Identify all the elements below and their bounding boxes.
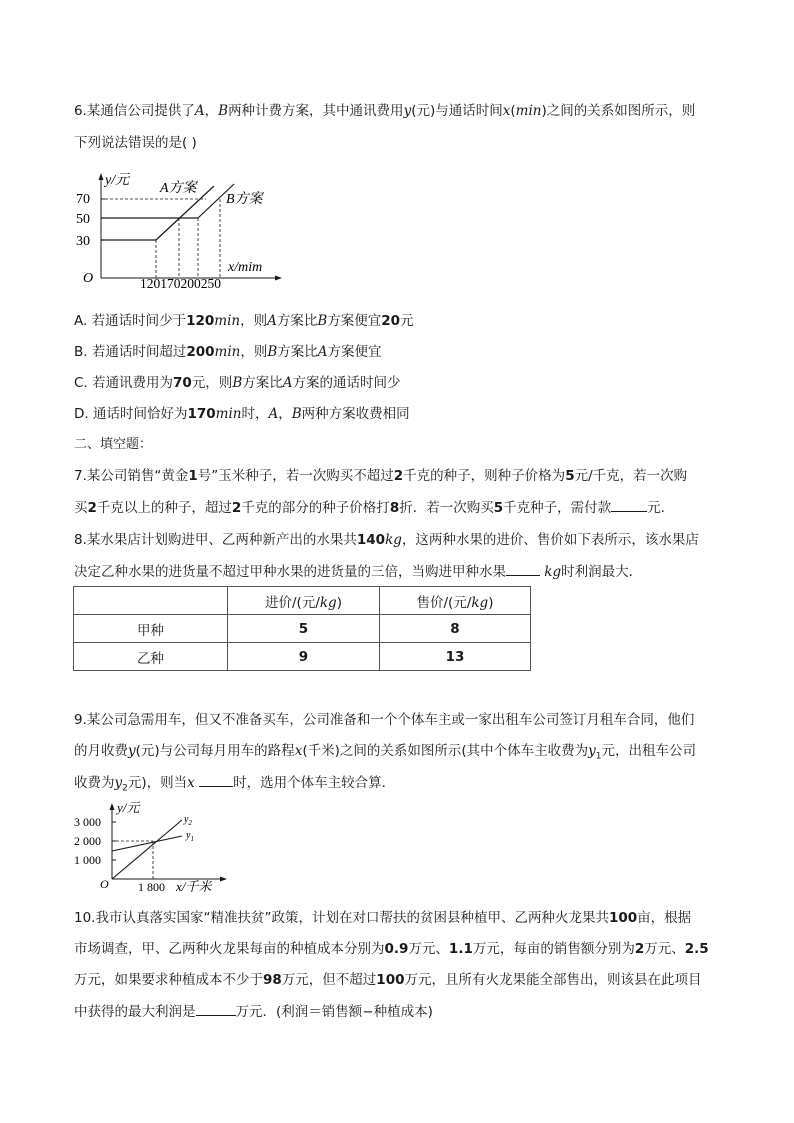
text: 元．: [647, 500, 675, 516]
math-unit: min: [515, 103, 542, 119]
table-cell-cost: 9: [228, 643, 380, 671]
text: 千克种子，需付款: [503, 500, 612, 516]
number: 100: [608, 910, 638, 926]
table-cell-name: 甲种: [74, 615, 228, 643]
x-axis-arrow: [220, 877, 227, 882]
y-tick-3000: 3 000: [74, 815, 101, 829]
q9-line-1: 9.某公司急需用车，但又不准备买车，公司准备和一个个体车主或一家出租车公司签订月租车合同，他们: [74, 712, 695, 728]
text: 亩，根据: [637, 910, 692, 926]
text: 号”玉米种子，若一次购买不超过: [197, 468, 394, 484]
text: 万元、: [644, 941, 685, 957]
answer-blank: [199, 772, 233, 787]
text: (千米)之间的关系如图所示(其中个体车主收费为: [302, 743, 589, 759]
number: 20: [381, 313, 401, 329]
number: 200: [186, 344, 215, 360]
text: 方案比: [277, 344, 318, 360]
number: 98: [263, 972, 282, 988]
table-header-row: [74, 587, 531, 615]
math-var: B: [291, 406, 302, 422]
y-axis-label: y/元: [117, 800, 140, 815]
table-cell-sale: 13: [380, 643, 531, 671]
text: 万元，每亩的销售额分别为: [472, 941, 635, 957]
number: 170: [187, 406, 216, 422]
text: 8.某水果店计划购进甲、乙两种新产出的水果共: [74, 532, 357, 548]
y-tick-30: 30: [76, 234, 90, 249]
y-axis-label: y/元: [105, 173, 130, 188]
math-unit: min: [214, 344, 241, 360]
number: 2: [231, 500, 242, 516]
text: B. 若通话时间超过: [74, 344, 187, 360]
y-tick-50: 50: [76, 212, 90, 227]
text: )之间的关系如图所示，则: [541, 103, 696, 119]
math-var: B: [267, 344, 278, 360]
number: 2: [634, 941, 645, 957]
text: 万元，如果要求种植成本不少于: [74, 972, 263, 988]
math-var: x: [502, 103, 511, 119]
text: (元)与通话时间: [411, 103, 503, 119]
math-var: y: [403, 103, 412, 119]
text: (: [510, 103, 516, 119]
x-axis-label: x/mim: [228, 260, 263, 275]
text: 6.某通信公司提供了: [74, 103, 195, 119]
math-var: y: [588, 743, 596, 759]
table-cell-cost: 5: [228, 615, 380, 643]
q8-line-2: [74, 561, 642, 582]
line-y1: [112, 836, 182, 851]
text: 两种方案收费相同: [301, 406, 410, 422]
number: 5: [493, 500, 504, 516]
math-unit: kg: [385, 532, 402, 548]
number: 0.9: [384, 941, 409, 957]
math-var: y: [128, 743, 136, 759]
math-var: A: [194, 103, 205, 119]
x-tick-1800: 1 800: [138, 880, 165, 894]
text: 千克的种子，则种子价格为: [403, 468, 566, 484]
y-axis-arrow: [99, 173, 104, 180]
x-axis-arrow: [275, 276, 282, 281]
text: 元)，则当: [127, 775, 188, 791]
y-tick-1000: 1 000: [74, 853, 101, 867]
answer-blank: [506, 561, 540, 576]
number: 2: [87, 500, 97, 516]
text: 万元、: [408, 941, 449, 957]
text: 方案比: [276, 313, 318, 329]
text: 方案便宜: [327, 313, 382, 329]
q6-line-2: 下列说法错误的是( ): [74, 135, 197, 151]
number: 2: [393, 468, 404, 484]
number: 120: [186, 313, 215, 329]
text: 7.某公司销售“黄金: [74, 468, 189, 484]
text: 收费为: [74, 775, 115, 791]
math-var: A: [268, 406, 279, 422]
table-header-empty: [74, 587, 228, 615]
math-unit: kg: [544, 564, 562, 580]
text: 的月收费: [74, 743, 128, 759]
text: C. 若通讯费用为: [74, 375, 174, 391]
text: 时利润最大．: [561, 564, 643, 580]
math-var: A: [282, 375, 293, 391]
table-header-sale: 售价/(元/kg): [380, 587, 531, 615]
number: 70: [173, 375, 192, 391]
math-unit: min: [215, 406, 242, 422]
text: 中获得的最大利润是: [74, 1004, 196, 1020]
origin-label: O: [100, 877, 109, 891]
q10-line-4: [74, 1001, 433, 1022]
subscript: 1: [595, 751, 602, 762]
math-unit: min: [214, 313, 241, 329]
q7-line-2: [74, 497, 674, 518]
text: 时，: [241, 406, 269, 422]
table-cell-name: 乙种: [74, 643, 228, 671]
math-var: B: [232, 375, 243, 391]
text: 方案比: [242, 375, 283, 391]
q6-option-a: [74, 311, 414, 331]
number: 1: [188, 468, 198, 484]
text: 市场调查，甲、乙两种火龙果每亩的种植成本分别为: [74, 941, 385, 957]
text: 元，出租车公司: [601, 743, 696, 759]
q6-graph: [74, 170, 284, 290]
q8-line-1: [74, 530, 699, 550]
text: 元，则: [191, 375, 233, 391]
text: D. 通话时间恰好为: [74, 406, 188, 422]
math-var: A: [267, 313, 277, 329]
q6-option-c: [74, 373, 400, 393]
text: ，: [278, 406, 292, 422]
table-row: [74, 643, 531, 671]
plan-b-label: B方案: [226, 192, 263, 207]
series-label-y2: $y_2$: [184, 814, 192, 827]
number: 8: [389, 500, 400, 516]
text: 万元．(利润＝销售额−种植成本): [235, 1004, 433, 1020]
series-label-y1: $y_1$: [186, 830, 194, 843]
text: ，则: [240, 344, 268, 360]
text: 方案便宜: [327, 344, 382, 360]
number: 2.5: [684, 941, 709, 957]
text: A. 若通话时间少于: [74, 313, 187, 329]
q9-line-2: [74, 741, 696, 767]
q7-line-1: [74, 466, 687, 486]
q6-option-d: [74, 404, 410, 424]
text: ，则: [240, 313, 268, 329]
q6-line-1: [74, 101, 695, 121]
q9-line-3: [74, 772, 395, 799]
text: 决定乙种水果的进货量不超过甲种水果的进货量的三倍，当购进甲种水果: [74, 564, 506, 580]
x-tick-labels: 120170200250: [140, 276, 221, 290]
q6-option-b: [74, 342, 382, 362]
q9-graph: [72, 800, 232, 894]
text: 时，选用个体车主较合算．: [233, 775, 396, 791]
text: 元/千克，若一次购: [574, 468, 688, 484]
number: 1.1: [448, 941, 473, 957]
x-axis-label: x/千米: [176, 879, 212, 894]
q10-line-2: [74, 939, 709, 959]
table-row: [74, 615, 531, 643]
line-y2: [112, 820, 182, 879]
number: 5: [565, 468, 575, 484]
math-var: y: [114, 775, 123, 791]
text: 千克的部分的种子价格打: [241, 500, 390, 516]
text: ，这两种水果的进价、售价如下表所示，该水果店: [401, 532, 699, 548]
text: 元: [400, 313, 414, 329]
text: ，: [204, 103, 219, 119]
y-axis-arrow: [110, 803, 115, 810]
text: 折．若一次购买: [399, 500, 494, 516]
y-tick-2000: 2 000: [74, 834, 101, 848]
number: 100: [376, 972, 405, 988]
text: (元)与公司每月用车的路程: [135, 743, 295, 759]
q10-line-3: [74, 970, 701, 990]
text: 两种计费方案，其中通讯费用: [228, 103, 404, 119]
table-header-cost: 进价/(元/kg): [228, 587, 380, 615]
table-cell-sale: 8: [380, 615, 531, 643]
math-var: B: [218, 103, 229, 119]
subscript: 2: [122, 783, 128, 794]
text: 买: [74, 500, 88, 516]
answer-blank: [196, 1001, 236, 1016]
text: 万元，但不超过: [281, 972, 377, 988]
text: 万元，且所有火龙果能全部售出，则该县在此项目: [404, 972, 702, 988]
math-var: A: [317, 344, 328, 360]
answer-blank: [611, 497, 647, 512]
text: 10.我市认真落实国家“精准扶贫”政策，计划在对口帮扶的贫困县种植甲、乙两种火龙果共: [74, 910, 609, 926]
text: 千克以上的种子，超过: [96, 500, 232, 516]
section-heading: 二、填空题：: [74, 437, 153, 452]
math-var: x: [294, 743, 303, 759]
plan-a-label: A方案: [160, 181, 197, 196]
math-var: B: [317, 313, 328, 329]
q10-line-1: [74, 908, 691, 928]
y-tick-70: 70: [76, 192, 90, 207]
number: 140: [356, 532, 386, 548]
price-table: [73, 586, 531, 671]
text: 方案的通话时间少: [292, 375, 401, 391]
origin-label: O: [83, 271, 94, 286]
math-var: x: [187, 775, 195, 791]
